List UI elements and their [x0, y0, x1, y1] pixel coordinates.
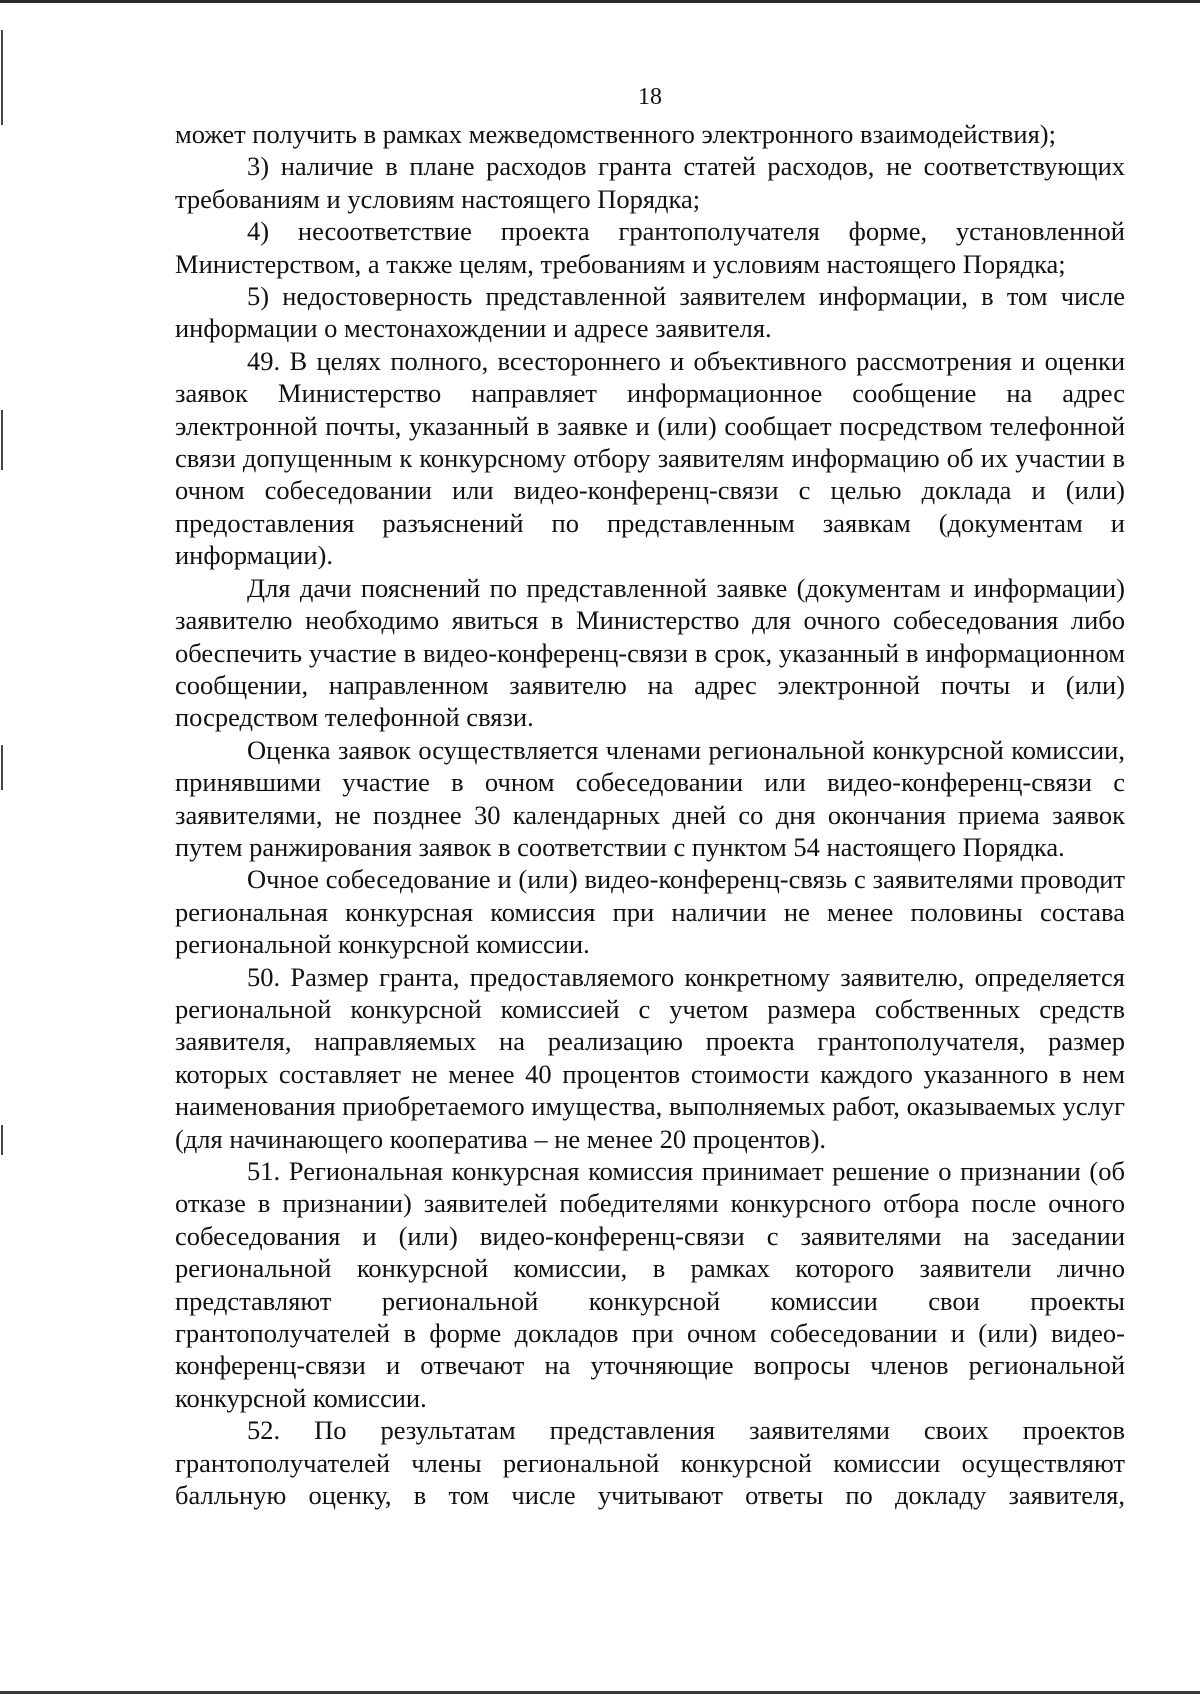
scan-margin-mark: [1, 745, 3, 790]
clause-49-explanations: Для дачи пояснений по представленной заявке (документам и информации) заявителю необходимо явиться в Министерство для очного собеседования либо обеспечить участие в видео-конференц-связи в срок, указанный в информационном сообщении, направленном заявителю на адрес электронной почты и (или) посредством телефонной связи.: [175, 572, 1125, 733]
list-item-4: 4) несоответствие проекта грантополучателя форме, установленной Министерством, а также целям, требованиям и условиям настоящего Порядка;: [175, 216, 1125, 279]
list-item-5: 5) недостоверность представленной заявителем информации, в том числе информации о местонахождении и адресе заявителя.: [175, 281, 1125, 344]
scan-bottom-edge: [0, 1691, 1200, 1694]
scan-margin-mark: [1, 1125, 3, 1155]
clause-52: 52. По результатам представления заявителями своих проектов грантополучателей члены региональной конкурсной комиссии осуществляют балльную оценку, в том числе учитывают ответы по докладу заявителя,: [175, 1415, 1125, 1511]
clause-49: 49. В целях полного, всестороннего и объективного рассмотрения и оценки заявок Министерство направляет информационное сообщение на адрес электронной почты, указанный в заявке и (или) сообщает посредством телефонной связи допущенным к конкурсному отбору заявителям информацию об их участии в очном собеседовании или видео-конференц-связи с целью доклада и (или) предоставления разъяснений по представленным заявкам (документам и информации).: [175, 345, 1125, 571]
clause-49-evaluation: Оценка заявок осуществляется членами региональной конкурсной комиссии, принявшими участие в очном собеседовании или видео-конференц-связи с заявителями, не позднее 30 календарных дней со дня окончания приема заявок путем ранжирования заявок в соответствии с пунктом 54 настоящего Порядка.: [175, 734, 1125, 862]
clause-51: 51. Региональная конкурсная комиссия принимает решение о признании (об отказе в признании) заявителей победителями конкурсного отбора после очного собеседования и (или) видео-конференц-связи с заявителями на заседании региональной конкурсной комиссии, в рамках которого заявители лично представляют региональной конкурсной комиссии свои проекты грантополучателей в форме докладов при очном собеседовании и (или) видео-конференц-связи и отвечают на уточняющие вопросы членов региональной конкурсной комиссии.: [175, 1156, 1125, 1413]
scan-top-edge: [0, 0, 1200, 3]
clause-50: 50. Размер гранта, предоставляемого конкретному заявителю, определяется региональной конкурсной комиссией с учетом размера собственных средств заявителя, направляемых на реализацию проекта грантополучателя, размер которых составляет не менее 40 процентов стоимости каждого указанного в нем наименования приобретаемого имущества, выполняемых работ, оказываемых услуг (для начинающего кооператива – не менее 20 процентов).: [175, 961, 1125, 1154]
list-item-3: 3) наличие в плане расходов гранта статей расходов, не соответствующих требованиям и условиям настоящего Порядка;: [175, 151, 1125, 214]
page-number: 18: [638, 84, 662, 110]
scan-margin-mark: [1, 410, 3, 470]
paragraph-continuation: может получить в рамках межведомственного электронного взаимодействия);: [175, 119, 1056, 149]
document-body: [175, 118, 1125, 1511]
clause-49-interview: Очное собеседование и (или) видео-конференц-связь с заявителями проводит региональная конкурсная комиссия при наличии не менее половины состава региональной конкурсной комиссии.: [175, 864, 1125, 960]
